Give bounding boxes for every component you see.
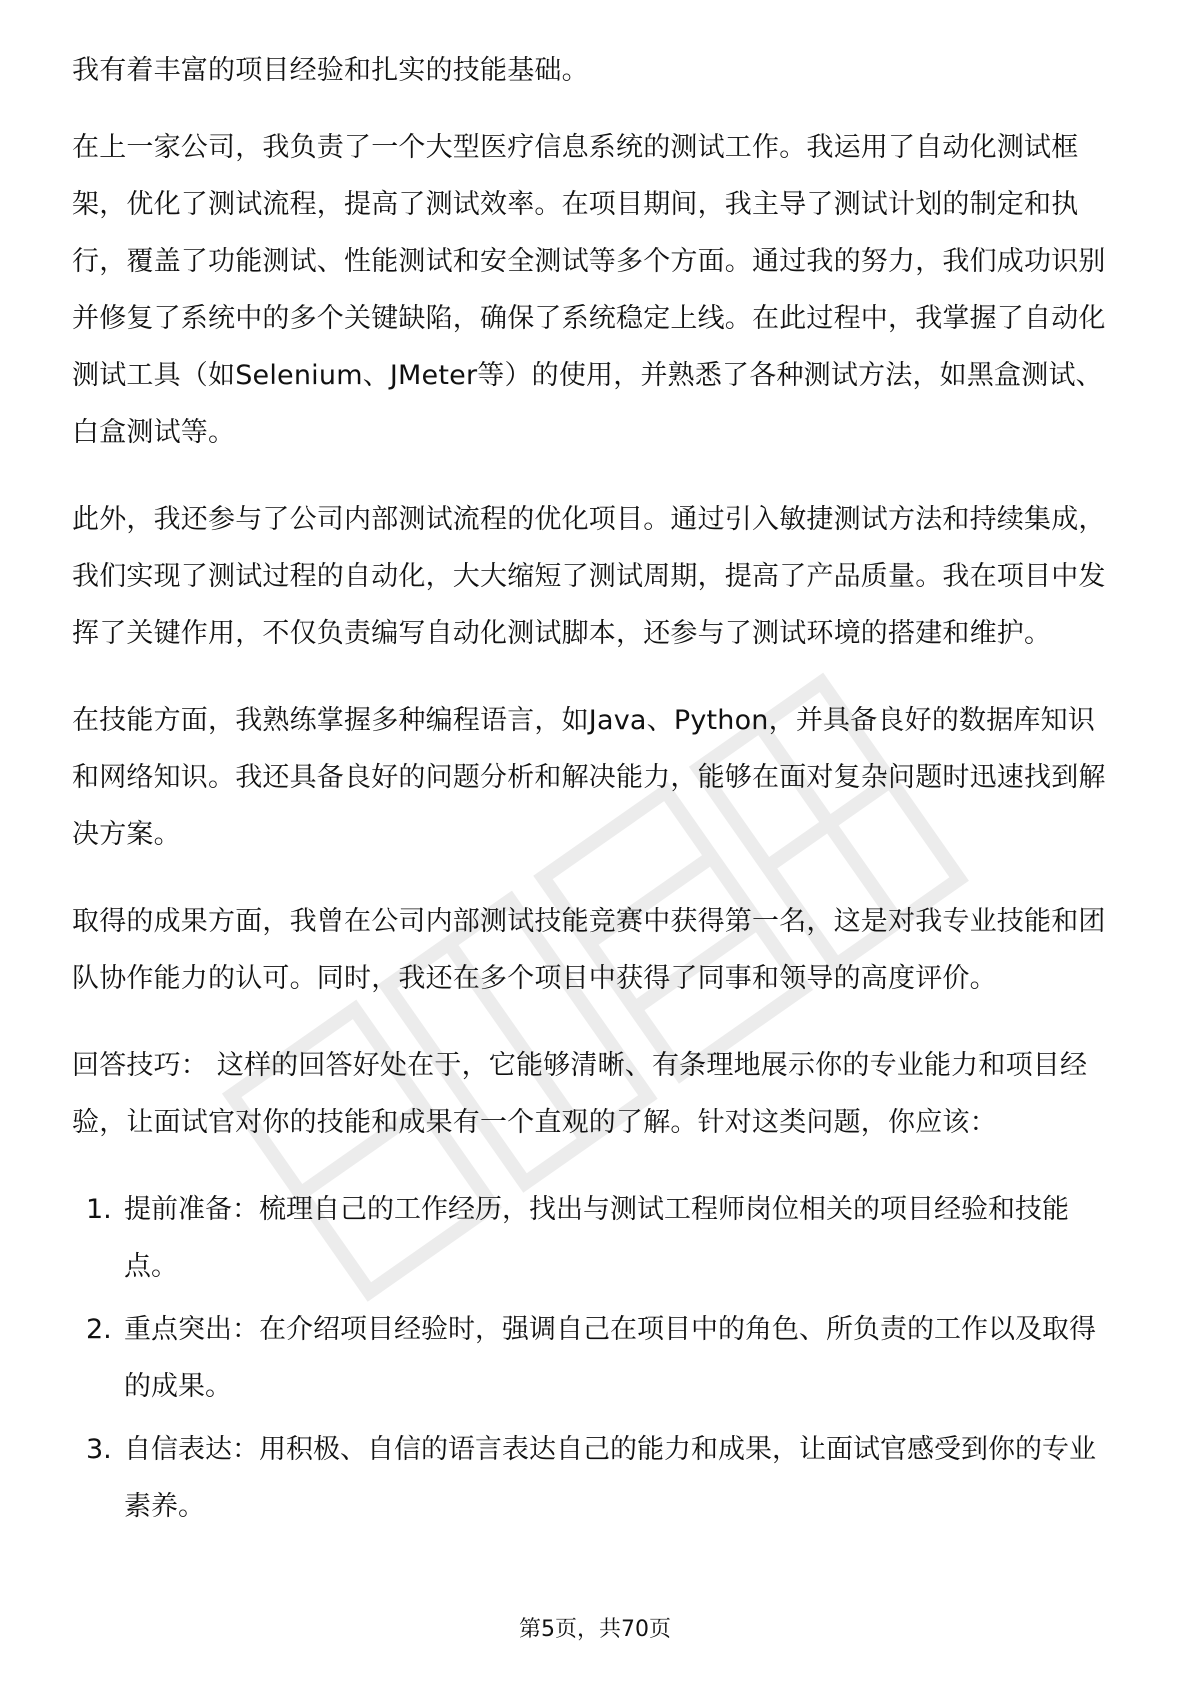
list-item-number: 1. — [86, 1194, 112, 1225]
list-item — [72, 1301, 1118, 1415]
list-item — [72, 1421, 1118, 1535]
list-item-number: 2. — [86, 1314, 112, 1345]
process-optimization-paragraph: 此外，我还参与了公司内部测试流程的优化项目。通过引入敏捷测试方法和持续集成，我们实现了测试过程的自动化，大大缩短了测试周期，提高了产品质量。我在项目中发挥了关键作用，不仅负责编写自动化测试脚本，还参与了测试环境的搭建和维护。 — [72, 504, 1106, 649]
list-item-number: 3. — [86, 1434, 112, 1465]
tips-list — [72, 1181, 1118, 1535]
document-body — [72, 42, 1118, 1541]
skills-paragraph: 在技能方面，我熟练掌握多种编程语言，如Java、Python，并具备良好的数据库知识和网络知识。我还具备良好的问题分析和解决能力，能够在面对复杂问题时迅速找到解决方案。 — [72, 705, 1106, 850]
list-item-text: 提前准备：梳理自己的工作经历，找出与测试工程师岗位相关的项目经验和技能点。 — [124, 1194, 1069, 1282]
list-item-text: 重点突出：在介绍项目经验时，强调自己在项目中的角色、所负责的工作以及取得的成果。 — [124, 1314, 1096, 1402]
page-number-footer: 第5页，共70页 — [519, 1617, 671, 1642]
answer-tips-paragraph: 回答技巧： 这样的回答好处在于，它能够清晰、有条理地展示你的专业能力和项目经验，让面试官对你的技能和成果有一个直观的了解。针对这类问题，你应该： — [72, 1050, 1088, 1138]
intro-paragraph: 我有着丰富的项目经验和扎实的技能基础。 — [72, 55, 589, 86]
project-experience-paragraph: 在上一家公司，我负责了一个大型医疗信息系统的测试工作。我运用了自动化测试框架，优化了测试流程，提高了测试效率。在项目期间，我主导了测试计划的制定和执行，覆盖了功能测试、性能测试和安全测试等多个方面。通过我的努力，我们成功识别并修复了系统中的多个关键缺陷，确保了系统稳定上线。在此过程中，我掌握了自动化测试工具（如Selenium、JMeter等）的使用，并熟悉了各种测试方法，如黑盒测试、白盒测试等。 — [72, 132, 1106, 448]
list-item-text: 自信表达：用积极、自信的语言表达自己的能力和成果，让面试官感受到你的专业素养。 — [124, 1434, 1096, 1522]
list-item — [72, 1181, 1118, 1295]
achievements-paragraph: 取得的成果方面，我曾在公司内部测试技能竞赛中获得第一名，这是对我专业技能和团队协作能力的认可。同时，我还在多个项目中获得了同事和领导的高度评价。 — [72, 906, 1106, 994]
